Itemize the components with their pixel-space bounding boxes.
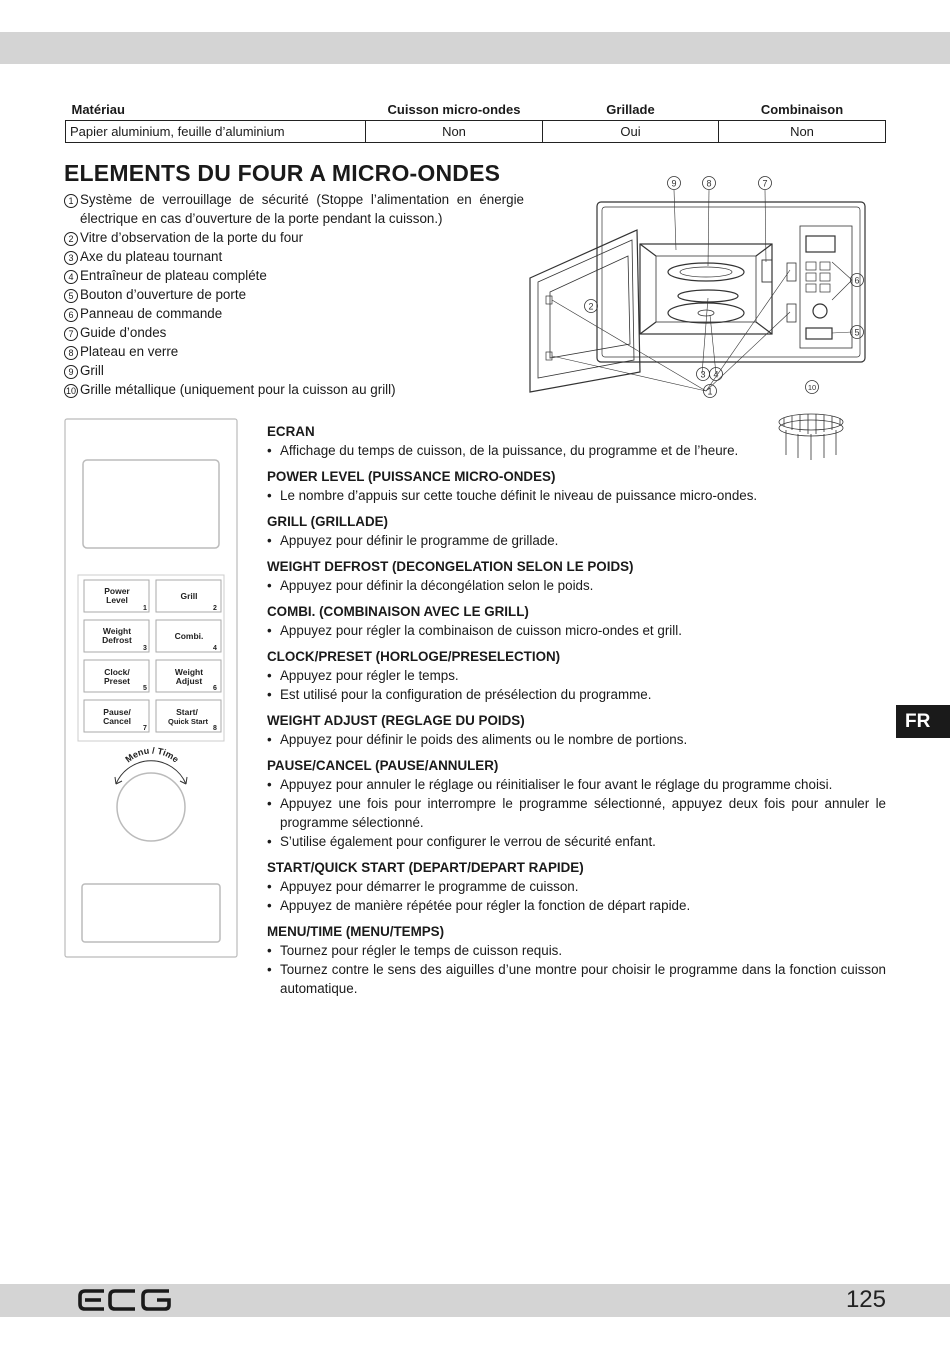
desc-list: [267, 576, 886, 595]
item-number: 3: [64, 251, 78, 265]
button-label-line1: Weight: [102, 626, 132, 636]
list-item: [64, 304, 524, 323]
button-label-line2: Adjust: [175, 676, 203, 686]
list-item: [64, 380, 524, 399]
callout-5: 5: [854, 327, 860, 338]
desc-item: • Appuyez une fois pour interrompre le programme sélectionné, appuyez deux fois pour annuler le programme sélectionné.: [267, 794, 886, 832]
desc-item: • Tournez pour régler le temps de cuisson requis.: [267, 941, 886, 960]
desc-heading: ECRAN: [267, 424, 315, 439]
button-label-line1: Power: [104, 586, 130, 596]
table-cell: Papier aluminium, feuille d’aluminium: [66, 121, 366, 143]
button-number: 2: [213, 605, 217, 612]
desc-item: • Appuyez pour définir le programme de grillade.: [267, 531, 886, 550]
table-header: Combinaison: [760, 101, 844, 117]
header-band: [0, 32, 950, 64]
callout-10: 10: [807, 383, 817, 392]
list-item: [64, 266, 524, 285]
desc-list: [267, 441, 886, 460]
button-label-line1: Combi.: [174, 631, 204, 641]
desc-item: • Appuyez de manière répétée pour régler la fonction de départ rapide.: [267, 896, 886, 915]
item-text: Entraîneur de plateau compléte: [80, 268, 267, 283]
desc-heading: WEIGHT DEFROST (DECONGELATION SELON LE POIDS): [267, 559, 634, 574]
list-item: [64, 247, 524, 266]
item-number: 7: [64, 327, 78, 341]
list-item: [64, 323, 524, 342]
item-text: Système de verrouillage de sécurité (Stoppe l’alimentation en énergie électrique en cas d’ouverture de la porte pendant la cuisson.): [80, 192, 524, 226]
item-text: Grille métallique (uniquement pour la cuisson au grill): [80, 382, 396, 397]
desc-list: [267, 941, 886, 998]
table-header: Cuisson micro-ondes: [387, 101, 521, 117]
button-label-line2: Cancel: [103, 716, 131, 726]
desc-item: • Appuyez pour définir le poids des aliments ou le nombre de portions.: [267, 730, 886, 749]
table-cell: Oui: [543, 121, 719, 143]
desc-item: • Le nombre d’appuis sur cette touche définit le niveau de puissance micro-ondes.: [267, 486, 886, 505]
table-header-row: [66, 98, 886, 121]
item-number: 10: [65, 386, 76, 396]
list-item: [64, 228, 524, 247]
item-number: 5: [64, 289, 78, 303]
desc-list: [267, 730, 886, 749]
control-descriptions: [267, 419, 886, 1002]
button-number: 8: [213, 725, 217, 732]
desc-heading: COMBI. (COMBINAISON AVEC LE GRILL): [267, 604, 529, 619]
button-number: 3: [143, 645, 147, 652]
oven-elements-list: [64, 190, 524, 399]
desc-item: • Appuyez pour définir la décongélation selon le poids.: [267, 576, 886, 595]
desc-list: [267, 486, 886, 505]
item-number: 8: [64, 346, 78, 360]
button-label-line2: Level: [106, 595, 128, 605]
desc-list: [267, 877, 886, 915]
desc-list: [267, 531, 886, 550]
callout-1: 1: [707, 386, 713, 397]
button-label-line1: Clock/: [104, 667, 130, 677]
callout-4: 4: [713, 369, 719, 380]
callout-6: 6: [854, 275, 860, 286]
list-item: [64, 190, 524, 228]
table-cell: Non: [719, 121, 886, 143]
item-number: 9: [64, 365, 78, 379]
button-label-line2: Preset: [104, 676, 130, 686]
list-item: [64, 342, 524, 361]
language-tab: FR: [896, 705, 950, 738]
button-label-line1: Pause/: [103, 707, 131, 717]
button-label-line2: Defrost: [102, 635, 132, 645]
knob-label: Menu / Time: [123, 745, 181, 765]
item-text: Bouton d’ouverture de porte: [80, 287, 247, 302]
desc-item: • Affichage du temps de cuisson, de la puissance, du programme et de l’heure.: [267, 441, 886, 460]
desc-item: • Appuyez pour annuler le réglage ou réinitialiser le four avant le réglage du programme choisi.: [267, 775, 886, 794]
list-item: [64, 285, 524, 304]
item-text: Axe du plateau tournant: [80, 249, 223, 264]
desc-item: • Appuyez pour démarrer le programme de cuisson.: [267, 877, 886, 896]
table-header: Grillade: [606, 101, 655, 117]
desc-item: • Est utilisé pour la configuration de présélection du programme.: [267, 685, 886, 704]
desc-item: • Appuyez pour régler la combinaison de cuisson micro-ondes et grill.: [267, 621, 886, 640]
desc-heading: PAUSE/CANCEL (PAUSE/ANNULER): [267, 758, 499, 773]
callout-7: 7: [762, 178, 768, 189]
callout-2: 2: [588, 301, 594, 312]
desc-heading: START/QUICK START (DEPART/DEPART RAPIDE): [267, 860, 584, 875]
callout-9: 9: [671, 178, 677, 189]
item-text: Vitre d’observation de la porte du four: [80, 230, 304, 245]
callout-3: 3: [700, 369, 706, 380]
desc-heading: GRILL (GRILLADE): [267, 514, 388, 529]
desc-list: [267, 666, 886, 704]
button-number: 4: [213, 645, 217, 652]
item-text: Panneau de commande: [80, 306, 223, 321]
item-text: Guide d’ondes: [80, 325, 167, 340]
item-number: 2: [64, 232, 78, 246]
list-item: [64, 361, 524, 380]
desc-heading: CLOCK/PRESET (HORLOGE/PRESELECTION): [267, 649, 561, 664]
desc-item: • S’utilise également pour configurer le verrou de sécurité enfant.: [267, 832, 886, 851]
desc-heading: WEIGHT ADJUST (REGLAGE DU POIDS): [267, 713, 525, 728]
ecg-logo: [77, 1287, 173, 1313]
item-number: 1: [64, 194, 78, 208]
button-label-line1: Weight: [174, 667, 204, 677]
table-cell: Non: [366, 121, 543, 143]
button-number: 5: [143, 685, 147, 692]
callout-8: 8: [706, 178, 712, 189]
desc-list: [267, 775, 886, 851]
table-header: Matériau: [71, 101, 125, 117]
button-label-line2: Quick Start: [167, 717, 209, 726]
button-number: 1: [143, 605, 147, 612]
item-text: Plateau en verre: [80, 344, 179, 359]
desc-list: [267, 621, 886, 640]
section-title: ELEMENTS DU FOUR A MICRO-ONDES: [64, 160, 501, 186]
material-table: [65, 98, 886, 143]
item-number: 4: [64, 270, 78, 284]
desc-item: • Tournez contre le sens des aiguilles d’une montre pour choisir le programme dans la fonction cuisson automatique.: [267, 960, 886, 998]
desc-heading: POWER LEVEL (PUISSANCE MICRO-ONDES): [267, 469, 556, 484]
control-panel-diagram: [64, 418, 238, 958]
item-number: 6: [64, 308, 78, 322]
desc-heading: MENU/TIME (MENU/TEMPS): [267, 924, 445, 939]
button-number: 6: [213, 685, 217, 692]
desc-item: • Appuyez pour régler le temps.: [267, 666, 886, 685]
button-label-line1: Grill: [180, 591, 198, 601]
button-number: 7: [143, 725, 147, 732]
table-row: [66, 121, 886, 143]
page-number: 125: [845, 1286, 886, 1313]
item-text: Grill: [80, 363, 104, 378]
button-label-line1: Start/: [176, 707, 198, 717]
